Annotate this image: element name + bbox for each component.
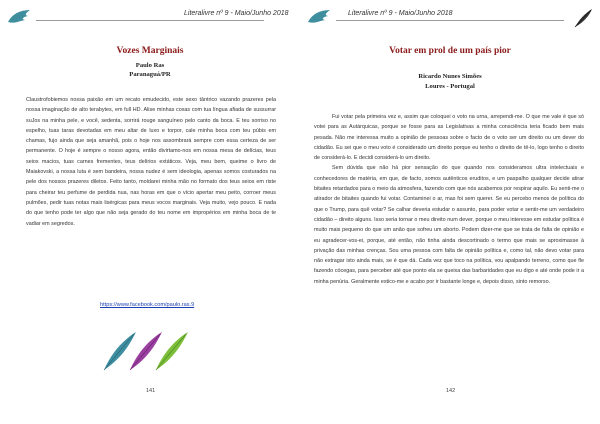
article-body xyxy=(314,112,584,287)
header-rule xyxy=(336,20,564,21)
feather-purple-icon xyxy=(130,332,162,370)
article-body xyxy=(26,95,276,229)
wing-icon xyxy=(306,8,332,31)
body-paragraph: Sem dúvida que não há pior sensação do que quando nos consideramos ultra intelectuais e conhecedores de matéria, em que, de facto, somos autênticos eruditos, e um paspalho qualquer decide atirar bitaites retardados para o meio da atmosfera, fazendo com que nós acabemos por respirar aquilo. Eu senti-me o atirador de bitaites quando fui votar. Contaminei o ar, mas foi sem querer. Se eu percebo menos de política do que o Trump, para quê votar? Se calhar deveria estudar o assunto, para poder votar e sentir-me um verdadeiro cidadão – direito alguns. Isso seria tornar o meu direito num dever, porque o meu interesse em estudar política é muito mais pequeno do que um anão que sofreu um aborto. Podem dizer-me que se trata de falta de opinião e eu agradecer-vos-ei, porque, até então, não tinha ainda descortinado o termo que mais se aproximasse à privação das minhas crenças. Sou uma pessoa com falta de opinião política e, como tal, não devo votar para não estragar isto ainda mais, se é que dá. Cada vez que toco na política, vou apalpando terreno, como que fle fazendo cócegas, para perceber até que ponto ela se queixa das barbaridades que eu digo e até onde pode ir a minha penúria. Geralmente estico-me e acabo por ir bastante longe e, depois disso, sinto remorso. xyxy=(314,165,584,285)
body-paragraph: Fui votar pela primeira vez e, assim que coloquei o voto na urna, arrependi-me. O que me vale é que só votei para as Autárquicas, porque se fosse para as Legislativas a minha consciência teria ficado bem mais pesada. Não me interessa muito a opinião de pessoas sobre o facto de o voto ser um direito ou um dever do cidadão. Eu sei que o meu voto é considerado um direito porque eu tenho o direito de tê-lo, logo tenho o direito de considerá-lo. E decidi considerá-lo um direito. xyxy=(314,114,584,162)
body-paragraph: Claustrofobiemos nossa paixão em um recato emudecido, este sexo tântrico vazando prazeres pela nossa imaginação de alto terabytes, em full HD. Alise minhas coxas com tua língua afiada de sussurrar suJos na minha pele, e você, sedenta, sorrirá rouge sanguíneo pelo canto da boca. E teu sorriso no espelho, tuas taras devotadas em meu altar de luxo e torpor, cale minha boca com teu púbis em chamas, fujo ainda que seja amanhã, pois o hoje nos assombrará sempre com essa certeza de ser permanente. O hoje é sempre o nosso agora, então divirtamo-nos em nossa mesa de delícias, teus seios macios, tuas carnes frementes, teus delírios extáticos. Veja, meu bem, queime o livro de Maiakovski, a nossa luta é sem bandeira, nossa nudez é sem ideologia, apenas somos costurados na pele dos nossos prazeres diletos. Feito tanto, moldarei minha mão no formato dos teus seios em riste para cheirar teu perfume de perdida nua, nas horas em que o vício apertar meu peito, corroer meus pulmões, pedir tuas notas mais lisérgicas para meus vocos marginais. Veja muito, vejo pouco. E nada do que tenho pode ter algo que não seja gerado do teu nome em impropérios em minha boca de te vadiar em segredos. xyxy=(26,97,276,227)
article-location: Paranaguá/PR xyxy=(129,71,171,78)
page-header xyxy=(6,8,294,28)
article-author: Ricardo Nunes Simões xyxy=(418,73,482,80)
article-location: Loures - Portugal xyxy=(425,83,475,90)
article-author: Paulo Ras xyxy=(135,62,165,69)
right-page xyxy=(300,0,600,424)
page-number: 141 xyxy=(146,388,156,394)
article-title: Votar em prol de um país pior xyxy=(389,46,511,56)
feather-teal-icon xyxy=(104,332,136,370)
header-text: Literalivre nº 9 - Maio/Junho 2018 xyxy=(348,10,453,17)
author-facebook-link[interactable]: https://www.facebook.com/paulo.ras.9 xyxy=(100,302,195,308)
wing-icon xyxy=(6,8,32,31)
header-text: Literalivre nº 9 - Maio/Junho 2018 xyxy=(184,10,289,17)
page-number: 142 xyxy=(446,388,456,394)
header-rule xyxy=(36,20,264,21)
feather-green-icon xyxy=(156,332,188,370)
feathers-illustration xyxy=(100,328,190,372)
page-header xyxy=(306,8,594,28)
quill-icon xyxy=(572,8,594,33)
article-title: Vozes Marginais xyxy=(116,46,184,56)
